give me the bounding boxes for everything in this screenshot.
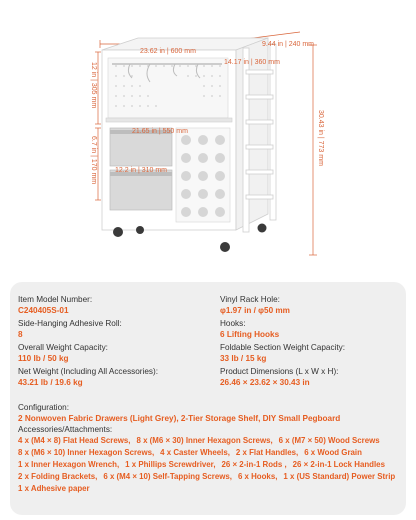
- dim-width: 23.62 in | 600 mm: [140, 48, 196, 55]
- spec-value: 6 Lifting Hooks: [220, 330, 280, 339]
- configuration-section: [18, 402, 402, 424]
- spec-hooks: [220, 318, 279, 340]
- accessory-item: 2 x Folding Brackets,: [18, 471, 98, 481]
- configuration-value: 2 Nonwoven Fabric Drawers (Light Grey), 2-Tier Storage Shelf, DIY Small Pegboard: [18, 414, 341, 423]
- accessory-item: 6 x (M4 × 10) Self-Tapping Screws,: [103, 471, 232, 481]
- spec-label: Overall Weight Capacity:: [18, 343, 108, 352]
- accessory-item: 8 x (M6 × 10) Inner Hexagon Screws,: [18, 447, 155, 457]
- dim-shelf-width: 21.65 in | 550 mm: [132, 128, 188, 135]
- spec-value: C240405S-01: [18, 306, 69, 315]
- accessories-line: [18, 459, 404, 471]
- dim-height: 30.43 in | 773 mm: [317, 110, 324, 166]
- accessories-label: Accessories/Attachments:: [18, 425, 113, 434]
- spec-foldable-capacity: [220, 342, 345, 364]
- spec-value: 8: [18, 330, 23, 339]
- accessories-section: [18, 424, 404, 495]
- spec-label: Side-Hanging Adhesive Roll:: [18, 319, 122, 328]
- accessory-item: 8 x (M6 × 30) Inner Hexagon Screws,: [136, 436, 273, 445]
- accessory-item: 2 x Flat Handles,: [235, 447, 299, 457]
- spec-vinyl-rack-hole: [220, 294, 290, 316]
- spec-label: Foldable Section Weight Capacity:: [220, 343, 346, 352]
- accessory-item: 6 x (M7 × 50) Wood Screws: [278, 436, 380, 445]
- accessory-item: 4 x Caster Wheels,: [160, 447, 230, 457]
- accessory-item: 1 x (US Standard) Power Strip: [283, 471, 396, 481]
- accessories-list: [18, 435, 404, 495]
- dim-depth: 9.44 in | 240 mm: [262, 41, 315, 48]
- configuration-label: Configuration:: [18, 403, 69, 412]
- spec-net-weight: [18, 366, 158, 388]
- accessory-item: 26 × 2-in-1 Rods ,: [221, 459, 287, 469]
- spec-label: Product Dimensions (L x W x H):: [220, 367, 339, 376]
- spec-product-dimensions: [220, 366, 338, 388]
- spec-value: 33 lb / 15 kg: [220, 354, 267, 363]
- spec-value: 110 lb / 50 kg: [18, 354, 69, 363]
- dim-drawer-height: 6.7 in | 170 mm: [90, 136, 97, 185]
- accessories-line: [18, 471, 404, 483]
- accessory-item: 26 × 2-in-1 Lock Handles: [292, 459, 385, 469]
- spec-label: Vinyl Rack Hole:: [220, 295, 280, 304]
- dim-rack-depth: 14.17 in | 360 mm: [224, 59, 280, 66]
- accessory-item: 6 x Hooks,: [237, 471, 278, 481]
- dim-drawer-width: 12.2 in | 310 mm: [115, 167, 168, 174]
- spec-grid: [18, 294, 402, 388]
- spec-overall-capacity: [18, 342, 108, 364]
- spec-value: 26.46 × 23.62 × 30.43 in: [220, 378, 310, 387]
- dim-upper-height: 12 in | 305 mm: [90, 62, 97, 109]
- spec-adhesive-roll: [18, 318, 122, 340]
- accessory-item: 1 x Phillips Screwdriver,: [125, 459, 216, 469]
- accessories-line: [18, 435, 404, 447]
- accessory-item: 1 x Inner Hexagon Wrench,: [18, 459, 120, 469]
- accessories-line: [18, 447, 404, 459]
- spec-value: φ1.97 in / φ50 mm: [220, 306, 290, 315]
- spec-value: 43.21 lb / 19.6 kg: [18, 378, 83, 387]
- spec-label: Net Weight (Including All Accessories):: [18, 367, 159, 376]
- spec-label: Hooks:: [220, 319, 246, 328]
- spec-label: Item Model Number:: [18, 295, 93, 304]
- accessory-item: 4 x (M4 × 8) Flat Head Screws,: [18, 436, 131, 445]
- spec-panel: [10, 282, 406, 515]
- accessory-item: 6 x Wood Grain: [304, 447, 362, 457]
- accessories-line: [18, 483, 404, 495]
- spec-model-number: [18, 294, 92, 316]
- accessory-item: 1 x Adhesive paper: [18, 483, 90, 493]
